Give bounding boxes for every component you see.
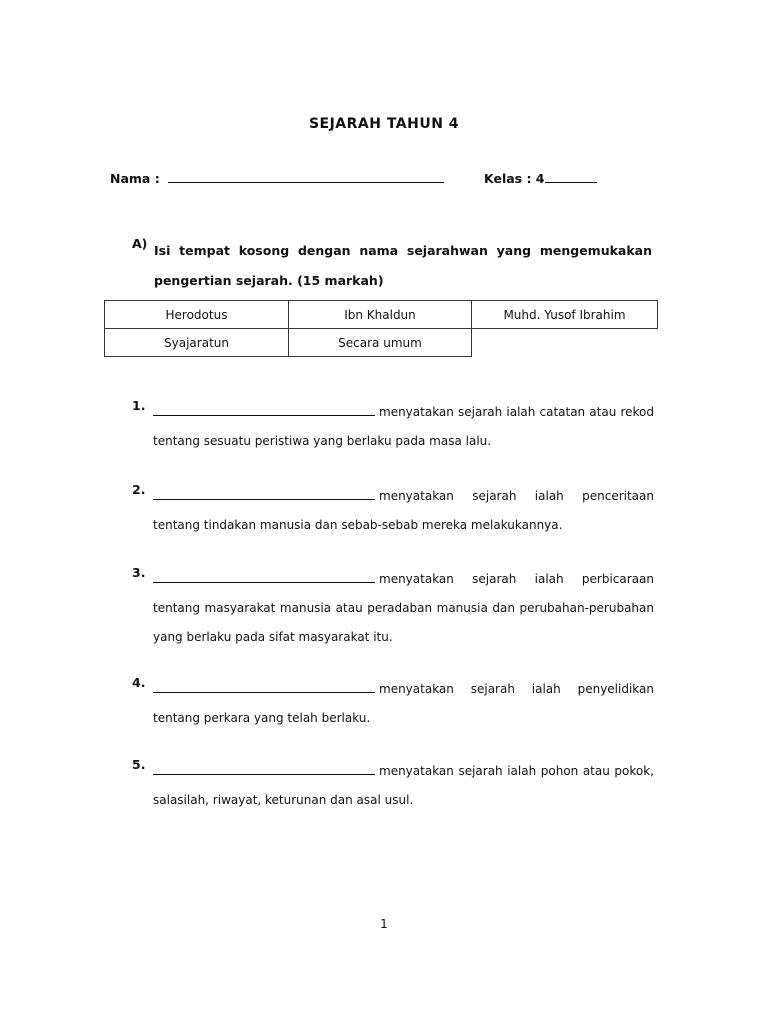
answer-blank[interactable] (153, 487, 375, 500)
page-title: SEJARAH TAHUN 4 (308, 116, 460, 132)
question-text: menyatakan sejarah ialah pohon atau pokok, salasilah, riwayat, keturunan dan asal usul. (153, 764, 654, 807)
answer-blank[interactable] (153, 680, 375, 693)
word-bank-cell: Secara umum (289, 329, 472, 357)
question-number: 1. (132, 398, 146, 413)
class-blank[interactable] (545, 170, 597, 183)
word-bank-cell: Syajaratun (105, 329, 289, 357)
word-bank-empty-cell (472, 329, 658, 357)
name-blank[interactable] (168, 170, 444, 183)
question-text: menyatakan sejarah ialah penceritaan tentang tindakan manusia dan sebab-sebab mereka melakukannya. (153, 489, 654, 532)
word-bank-table (104, 300, 658, 357)
word-bank-row (105, 329, 658, 357)
question-number: 3. (132, 565, 146, 580)
word-bank-cell: Muhd. Yusof Ibrahim (472, 301, 658, 329)
question-number: 2. (132, 482, 146, 497)
word-bank-cell: Ibn Khaldun (289, 301, 472, 329)
answer-blank[interactable] (153, 403, 375, 416)
section-instruction: Isi tempat kosong dengan nama sejarahwan yang mengemukakan pengertian sejarah. (15 markah) (154, 243, 652, 288)
question-text: menyatakan sejarah ialah perbicaraan tentang masyarakat manusia atau peradaban manusia dan perubahan-perubahan yang berlaku pada sifat masyarakat itu. (153, 572, 654, 644)
word-bank-row (105, 301, 658, 329)
question-text: menyatakan sejarah ialah catatan atau rekod tentang sesuatu peristiwa yang berlaku pada masa lalu. (153, 405, 654, 448)
answer-blank[interactable] (153, 570, 375, 583)
class-label: Kelas : 4 (484, 171, 545, 186)
question-number: 4. (132, 675, 146, 690)
name-label: Nama : (110, 171, 160, 186)
name-row (110, 170, 444, 186)
question-number: 5. (132, 757, 146, 772)
section-label: A) (132, 236, 148, 251)
answer-blank[interactable] (153, 762, 375, 775)
question-text: menyatakan sejarah ialah penyelidikan tentang perkara yang telah berlaku. (153, 682, 654, 725)
class-row (484, 170, 597, 186)
page-number: 1 (380, 917, 388, 931)
word-bank-cell: Herodotus (105, 301, 289, 329)
